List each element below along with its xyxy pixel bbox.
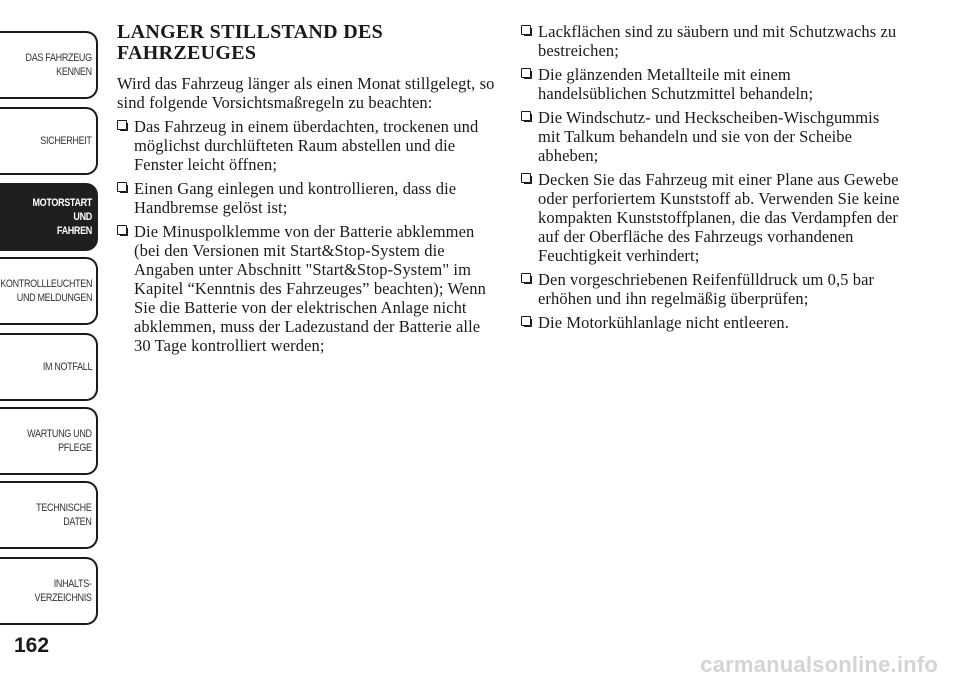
list-item-text: Das Fahrzeug in einem überdachten, trockenen und möglichst durchlüfteten Raum abstellen und die Fenster leicht öffnen;: [134, 117, 479, 174]
list-item-text: Decken Sie das Fahrzeug mit einer Plane aus Gewebe oder perforiertem Kunststoff ab. Verwenden Sie keine kompakten Kunststoffplanen, die das Verdampfen der auf der Oberfläche des Fahrzeugs vorhandenen Feuchtigkeit verhindert;: [538, 170, 900, 265]
tab-label: WARTUNG UND PFLEGE: [27, 428, 92, 454]
checkbox-bullet-icon: [521, 316, 531, 326]
tab-kontrollleuchten-und-meldungen[interactable]: [0, 257, 98, 325]
list-item-text: Die Motorkühlanlage nicht entleeren.: [538, 313, 790, 332]
checkbox-bullet-icon: [117, 225, 127, 235]
tab-label: MOTORSTART UND FAHREN: [32, 197, 92, 237]
section-title-line-2: FAHRZEUGES: [117, 42, 257, 64]
list-item: [117, 179, 497, 217]
checkbox-bullet-icon: [521, 68, 531, 78]
chapter-tabs: [0, 0, 100, 686]
checkbox-bullet-icon: [521, 173, 531, 183]
tab-label: IM NOTFALL: [42, 361, 92, 373]
checkbox-bullet-icon: [117, 182, 127, 192]
tab-label: SICHERHEIT: [40, 135, 92, 147]
list-item: [521, 22, 901, 60]
page-number: 162: [14, 634, 50, 657]
left-column: [117, 22, 497, 360]
list-item: [521, 65, 901, 103]
section-title: [117, 22, 497, 64]
list-item-text: Den vorgeschriebenen Reifenfülldruck um 0,5 bar erhöhen und ihn regelmäßig überprüfen;: [538, 270, 875, 308]
checkbox-bullet-icon: [521, 273, 531, 283]
checkbox-bullet-icon: [117, 120, 127, 130]
list-item-text: Lackflächen sind zu säubern und mit Schutzwachs zu bestreichen;: [538, 22, 897, 60]
watermark: carmanualsonline.info: [700, 652, 938, 677]
tab-technische-daten[interactable]: [0, 481, 98, 549]
tab-sicherheit[interactable]: [0, 107, 98, 175]
list-item-text: Die Minuspolklemme von der Batterie abklemmen (bei den Versionen mit Start&Stop-System die Angaben unter Abschnitt "Start&Stop-System" im Kapitel “Kenntnis des Fahrzeuges” beachten); Wenn Sie die Batterie von der elektrischen Anlage nicht abklemmen, muss der Ladezustand der Batterie alle 30 Tage kontrolliert werden;: [134, 222, 486, 355]
tab-label: DAS FAHRZEUG KENNEN: [25, 52, 92, 78]
tab-inhaltsverzeichnis[interactable]: [0, 557, 98, 625]
list-item-text: Die Windschutz- und Heckscheiben-Wischgummis mit Talkum behandeln und sie von der Scheibe abheben;: [538, 108, 880, 165]
tab-das-fahrzeug-kennen[interactable]: [0, 31, 98, 99]
tab-wartung-und-pflege[interactable]: [0, 407, 98, 475]
tab-label: TECHNISCHE DATEN: [36, 502, 92, 528]
right-column: [521, 22, 901, 337]
checkbox-bullet-icon: [521, 25, 531, 35]
list-item-text: Einen Gang einlegen und kontrollieren, dass die Handbremse gelöst ist;: [134, 179, 457, 217]
list-item: [521, 170, 901, 265]
tab-motorstart-und-fahren[interactable]: [0, 183, 98, 251]
list-item: [521, 108, 901, 165]
precaution-list-left: [117, 117, 497, 355]
list-item: [117, 222, 497, 355]
list-item-text: Die glänzenden Metallteile mit einem handelsüblichen Schutzmittel behandeln;: [538, 65, 814, 103]
tab-label: INHALTS- VERZEICHNIS: [34, 578, 92, 604]
intro-paragraph: Wird das Fahrzeug länger als einen Monat stillgelegt, so sind folgende Vorsichtsmaßregeln zu beachten:: [117, 74, 495, 112]
checkbox-bullet-icon: [521, 111, 531, 121]
tab-label: KONTROLLLEUCHTEN UND MELDUNGEN: [0, 278, 92, 304]
precaution-list-right: [521, 22, 901, 332]
list-item: [117, 117, 497, 174]
list-item: [521, 270, 901, 308]
section-title-line-1: LANGER STILLSTAND DES: [117, 21, 384, 43]
list-item: [521, 313, 901, 332]
tab-im-notfall[interactable]: [0, 333, 98, 401]
